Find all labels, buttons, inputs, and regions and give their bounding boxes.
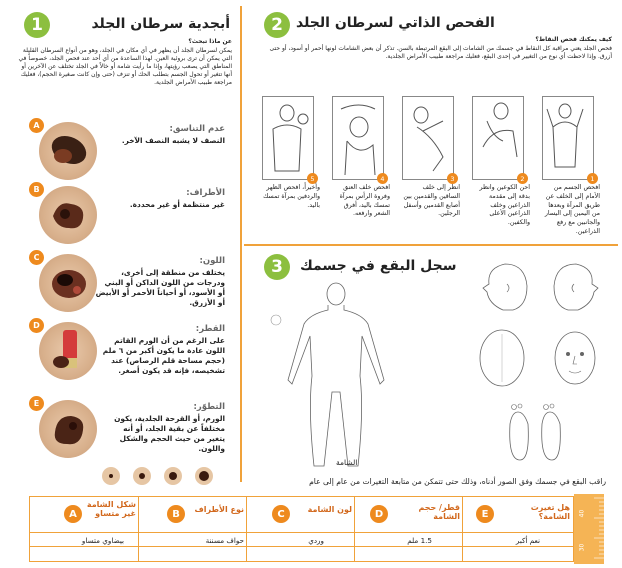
step-1-caption: افحص الجسم من الأمام إلى الخلف عن طريق المرآة وبعدها من اليمين إلى اليسار والجانبين مع رفع الذراعين.: [544, 184, 600, 235]
header-badge-c: C: [272, 505, 290, 523]
item-title: اللون:: [199, 256, 225, 266]
item-title: عدم التناسق:: [169, 124, 225, 134]
header-c-label: لون الشامة: [307, 505, 352, 514]
step-3-image: [402, 96, 455, 183]
item-desc: الورم، أو القرحة الجلدية، يكون مختلفاً عن بقية الجلد، أو أنه يتغير من حيث الحجم والشكل واللون.: [114, 414, 225, 453]
header-badge-a: A: [64, 505, 82, 523]
size-reference-dots: [100, 465, 220, 487]
section-1-question: عن ماذا تبحث؟: [188, 38, 232, 45]
abcde-item-c: [35, 254, 225, 314]
letter-badge: B: [29, 182, 44, 197]
log-table-col-3: [354, 496, 355, 562]
item-title: التطوّر:: [193, 402, 225, 412]
header-d-label: قطر/ حجم الشامة: [418, 503, 460, 521]
abcde-item-d: [35, 322, 225, 382]
head-profile-left: [546, 256, 606, 316]
abcde-item-b: [35, 186, 225, 246]
section-3-instruction: راقب البقع في جسمك وفق الصور أدناه، وذلك حتى تتمكن من متابعة التغيرات من عام إلى عام: [309, 477, 606, 486]
section-divider: [244, 244, 618, 246]
head-profile-right: [475, 256, 535, 316]
header-e-label: هل تغيرت الشامة؟: [530, 503, 570, 521]
foot-soles: [500, 402, 570, 464]
section-1-number: 1: [24, 12, 50, 38]
head-front: [544, 324, 606, 392]
section-2-intro: فحص الجلد يعني مراقبة كل النقاط في جسمك من الشامات إلى البقع المرتبطة بالسن. تذكر أن بعض الشامات لونها أحمر أو أسود، أو حتى أزرق. وإذا لاحظت أي نوع من التغيير في إحدى البقع، فعليك مراجعة طبيب الأمراض الجلدية.: [269, 45, 612, 60]
item-title: الأطراف:: [186, 188, 225, 198]
letter-badge: E: [29, 396, 44, 411]
step-5-image: [262, 96, 315, 183]
head-top: [472, 324, 532, 392]
step-badge: 5: [307, 173, 318, 184]
item-desc: يختلف من منطقة إلى أخرى، ودرجات من اللون الداكن أو البني أو الأسود، أو أحياناً الأحمر أو الأبيض أو الأزرق.: [95, 268, 225, 307]
lesion-e-image: [39, 400, 97, 458]
letter-badge: C: [29, 250, 44, 265]
step-5-caption: وأخيراً، افحص الظهر والردفين بمرآة تمسك باليد.: [263, 184, 320, 209]
section-2-number: 2: [264, 12, 290, 38]
header-badge-d: D: [370, 505, 388, 523]
mole-label: الشامة: [336, 458, 358, 467]
section-2-question: كيف يمكنك فحص النقاط؟: [535, 36, 612, 43]
item-desc: على الرغم من أن الورم القاتم اللون عادة ما يكون أكبر من ٦ ملم (حجم مساحة قلم الرصاص) عند تشخيصه، فإنه قد يكون أصغر.: [102, 336, 225, 375]
step-badge: 3: [447, 173, 458, 184]
cell-diameter: 1.5 ملم: [407, 536, 432, 545]
step-badge: 2: [517, 173, 528, 184]
header-a-label: شكل الشامة غير متساو: [86, 500, 136, 518]
section-3-number: 3: [264, 254, 290, 280]
step-4-caption: افحص خلف العنق وفروة الرأس بمرآة تمسك باليد، أفرق الشعر وارفعه.: [339, 184, 390, 218]
cell-color: وردي: [308, 536, 324, 545]
log-table-col-1: [138, 496, 139, 562]
lesion-b-image: [39, 186, 97, 244]
section-1-intro: يمكن لسرطان الجلد أن يظهر في أي مكان في الجلد، وهو من أنواع السرطان القليلة التي يمكن أن ترى بروئية العين. لهذا الساعدة من أي أحد عند فحص الجلد، خصوصاً في المناطق التي يصعب رؤيتها، وإذا ما رأيت شامة أو خالاً في الجلد تختلف عن الآخرين أو أنها تتغير أو تحول الجسم بتطلب الحك أو تنزف (حتى وإن كانت صغيرة الحجم)، فعليك مراجعة طبيب الأمراض الجلدية.: [18, 47, 232, 86]
abcde-item-a: [35, 122, 225, 182]
ruler-label-30: 30: [578, 543, 586, 552]
column-divider: [240, 6, 242, 482]
log-table-col-4: [462, 496, 463, 562]
letter-badge: D: [29, 318, 44, 333]
lesion-d-image: [39, 322, 97, 380]
cell-shape: بيضاوي متساو: [81, 536, 124, 545]
letter-badge: A: [29, 118, 44, 133]
step-4-image: [332, 96, 385, 183]
section-2-title: الفحص الذاتي لسرطان الجلد: [296, 15, 495, 31]
step-badge: 4: [377, 173, 388, 184]
cell-border: حواف مسننة: [205, 536, 244, 545]
header-badge-e: E: [476, 505, 494, 523]
section-1-title: أبجدية سرطان الجلد: [91, 16, 230, 32]
header-badge-b: B: [167, 505, 185, 523]
item-desc: غير منتظمة أو غير محددة.: [129, 200, 225, 209]
lesion-a-image: [39, 122, 97, 180]
header-b-label: نوع الأطراف: [194, 505, 244, 514]
lesion-c-image: [39, 254, 97, 312]
section-3-title: سجل البقع في جسمك: [300, 258, 457, 274]
step-2-caption: احن الكوعين وانظر بدقة إلى مقدمة الذراعين وخلف الذراعين الأعلى والكفين.: [479, 184, 530, 227]
body-diagram: [270, 280, 400, 470]
log-table-row-line: [29, 546, 574, 547]
abcde-item-e: [35, 400, 225, 460]
ruler-label-40: 40: [578, 509, 586, 518]
step-3-caption: انظر إلى خلف الساقين والقدمين بين أصابع القدمين وأسفل الرجلين.: [403, 184, 460, 218]
step-badge: 1: [587, 173, 598, 184]
measurement-ruler: [574, 494, 604, 564]
step-1-image: [542, 96, 595, 183]
step-2-image: [472, 96, 525, 183]
log-table-col-2: [246, 496, 247, 562]
cell-changed: نعم أكبر: [515, 536, 540, 545]
item-desc: النصف لا يشبه النصف الآخر.: [121, 136, 225, 145]
item-title: القطر:: [195, 324, 225, 334]
